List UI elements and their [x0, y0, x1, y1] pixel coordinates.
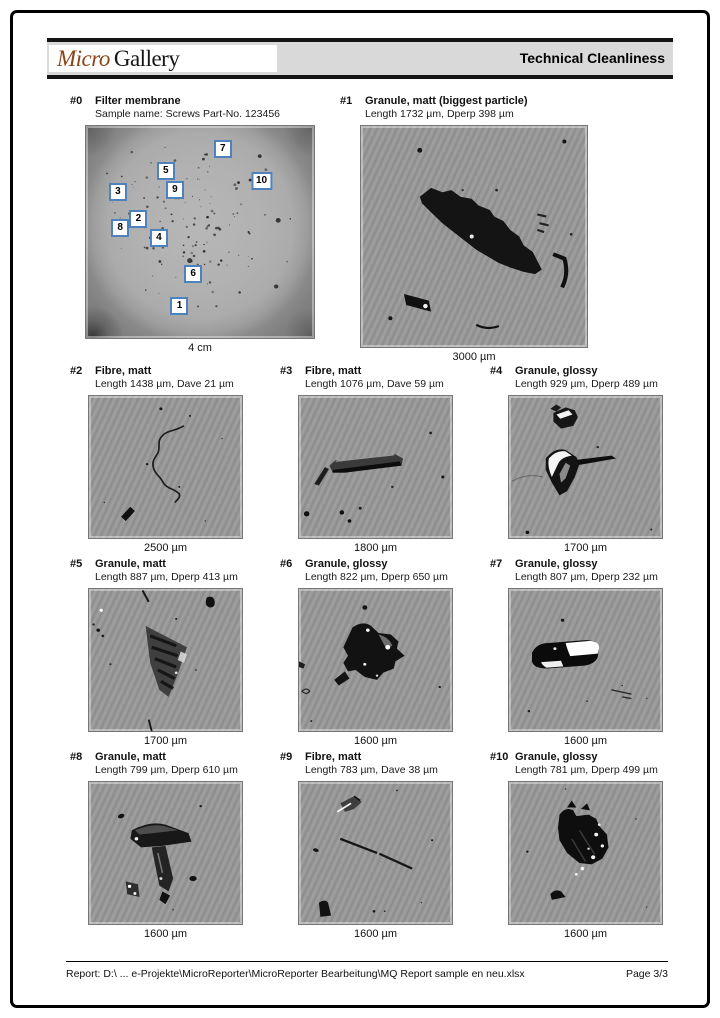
- membrane-marker-1: 1: [170, 297, 188, 315]
- scale-label: 1600 µm: [563, 735, 608, 747]
- particle-graphic-4: [509, 396, 662, 538]
- particle-image-10: [508, 781, 663, 925]
- micro-gallery-logo: [49, 45, 277, 72]
- report-footer: [66, 968, 668, 980]
- particle-image-8: [88, 781, 243, 925]
- membrane-marker-9: 9: [166, 181, 184, 199]
- logo-gallery-text: Gallery: [113, 45, 180, 71]
- particle-card-2: [70, 365, 243, 554]
- membrane-marker-4: 4: [150, 229, 168, 247]
- membrane-marker-2: 2: [129, 210, 147, 228]
- particle-card-0: [70, 95, 315, 354]
- particle-number: #0: [70, 95, 83, 107]
- particle-measurements: Length 887 µm, Dperp 413 µm: [95, 571, 238, 583]
- particle-title: Fibre, matt: [95, 365, 152, 377]
- particle-number: #8: [70, 751, 83, 763]
- membrane-marker-8: 8: [111, 219, 129, 237]
- scale-label: 1600 µm: [353, 928, 398, 940]
- particle-title: Granule, matt: [95, 558, 166, 570]
- particle-title: Granule, matt (biggest particle): [365, 95, 528, 107]
- particle-graphic-3: [299, 396, 452, 538]
- particle-card-5: [70, 558, 243, 747]
- membrane-marker-7: 7: [214, 140, 232, 158]
- membrane-markers: [86, 126, 314, 338]
- particle-card-3: [280, 365, 453, 554]
- footer-divider: [66, 961, 668, 962]
- particle-measurements: Length 807 µm, Dperp 232 µm: [515, 571, 658, 583]
- particle-title: Granule, matt: [95, 751, 166, 763]
- particle-graphic-8: [89, 782, 242, 924]
- report-header: [47, 38, 673, 79]
- particle-number: #2: [70, 365, 83, 377]
- particle-title: Granule, glossy: [515, 365, 598, 377]
- particle-title: Fibre, matt: [305, 751, 362, 763]
- particle-graphic-6: [299, 589, 452, 731]
- particle-title: Granule, glossy: [515, 558, 598, 570]
- logo-micro-text: Micro: [57, 45, 110, 71]
- particle-card-1: [340, 95, 588, 363]
- membrane-marker-10: 10: [251, 172, 272, 190]
- membrane-marker-3: 3: [109, 183, 127, 201]
- particle-number: #1: [340, 95, 353, 107]
- particle-number: #10: [490, 751, 509, 763]
- particle-image-4: [508, 395, 663, 539]
- scale-label: 3000 µm: [452, 351, 496, 363]
- scale-label: 1700 µm: [143, 735, 188, 747]
- particle-measurements: Length 1076 µm, Dave 59 µm: [305, 378, 444, 390]
- particle-card-6: [280, 558, 453, 747]
- page-number: Page 3/3: [625, 968, 668, 980]
- particle-measurements: Length 783 µm, Dave 38 µm: [305, 764, 438, 776]
- particle-card-4: [490, 365, 663, 554]
- scale-label: 1600 µm: [143, 928, 188, 940]
- particle-card-10: [490, 751, 663, 940]
- particle-measurements: Length 1732 µm, Dperp 398 µm: [365, 108, 514, 120]
- particle-measurements: Length 1438 µm, Dave 21 µm: [95, 378, 234, 390]
- membrane-marker-6: 6: [184, 265, 202, 283]
- particle-image-2: [88, 395, 243, 539]
- particle-card-8: [70, 751, 243, 940]
- particle-measurements: Length 822 µm, Dperp 650 µm: [305, 571, 448, 583]
- particle-image-7: [508, 588, 663, 732]
- particle-graphic-10: [509, 782, 662, 924]
- particle-number: #6: [280, 558, 293, 570]
- report-file-path: Report: D:\ ... e-Projekte\MicroReporter\MicroReporter Bearbeitung\MQ Report sample en neu.xlsx: [66, 968, 525, 980]
- particle-graphic-5: [89, 589, 242, 731]
- particle-image-9: [298, 781, 453, 925]
- particle-image-6: [298, 588, 453, 732]
- particle-number: #7: [490, 558, 503, 570]
- particle-number: #3: [280, 365, 293, 377]
- scale-label: 2500 µm: [143, 542, 188, 554]
- scale-label: 1800 µm: [353, 542, 398, 554]
- filter-membrane-image: [85, 125, 315, 339]
- scale-label: 1600 µm: [563, 928, 608, 940]
- particle-number: #5: [70, 558, 83, 570]
- particle-measurements: Length 929 µm, Dperp 489 µm: [515, 378, 658, 390]
- particle-measurements: Length 781 µm, Dperp 499 µm: [515, 764, 658, 776]
- particle-number: #9: [280, 751, 293, 763]
- particle-graphic-7: [509, 589, 662, 731]
- report-title: Technical Cleanliness: [519, 50, 665, 66]
- particle-image-5: [88, 588, 243, 732]
- sample-name: Sample name: Screws Part-No. 123456: [95, 108, 281, 120]
- particle-card-9: [280, 751, 453, 940]
- particle-image-1: [360, 125, 588, 348]
- scale-label: 1700 µm: [563, 542, 608, 554]
- particle-graphic-1: [361, 126, 587, 347]
- particle-card-7: [490, 558, 663, 747]
- particle-measurements: Length 799 µm, Dperp 610 µm: [95, 764, 238, 776]
- particle-title: Fibre, matt: [305, 365, 362, 377]
- membrane-marker-5: 5: [157, 162, 175, 180]
- particle-number: #4: [490, 365, 503, 377]
- particle-title: Granule, glossy: [305, 558, 388, 570]
- particle-image-3: [298, 395, 453, 539]
- scale-label: 1600 µm: [353, 735, 398, 747]
- particle-graphic-2: [89, 396, 242, 538]
- particle-graphic-9: [299, 782, 452, 924]
- particle-title: Filter membrane: [95, 95, 181, 107]
- particle-title: Granule, glossy: [515, 751, 598, 763]
- scale-label: 4 cm: [188, 342, 212, 354]
